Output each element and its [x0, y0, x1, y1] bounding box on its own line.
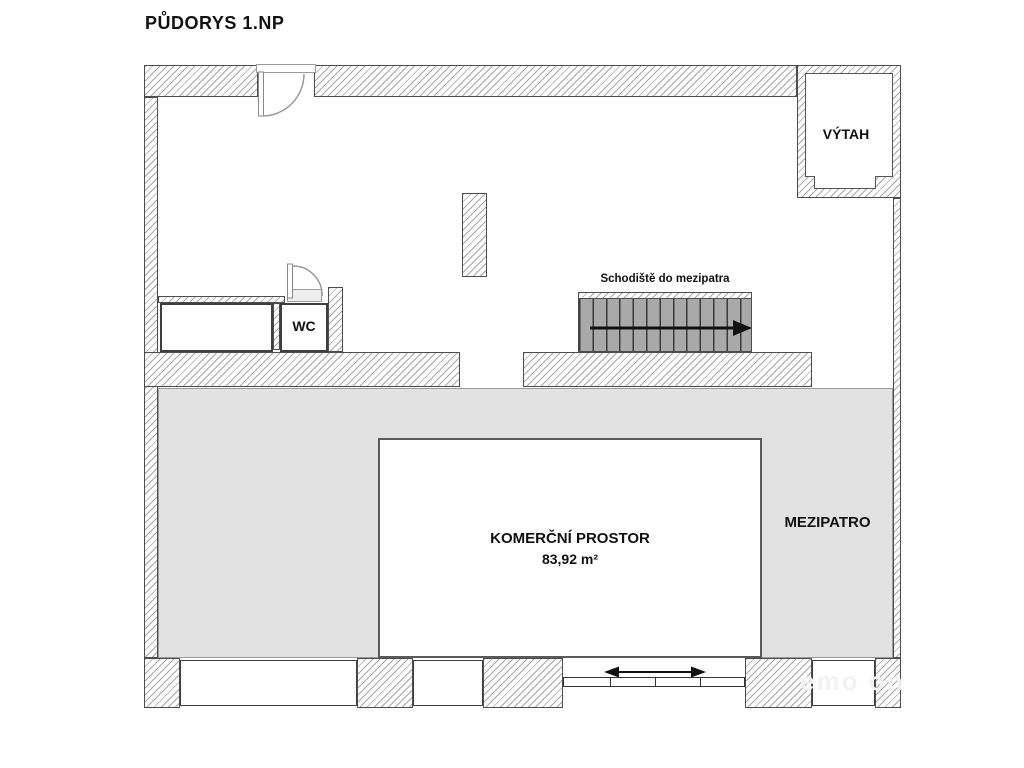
- commercial-area-value: 83,92 m²: [541, 551, 599, 568]
- sliding-door: [563, 677, 745, 687]
- wall-top-middle: [314, 65, 797, 97]
- sliding-door-panel-divider: [700, 678, 701, 686]
- sliding-arrow-head-left: [604, 667, 619, 678]
- entrance-door-frame: [256, 64, 316, 73]
- wall-wc-thin: [158, 296, 285, 303]
- storage-room: [160, 303, 273, 352]
- commercial-space: [378, 438, 762, 658]
- elevator-door-recess: [814, 176, 876, 189]
- pillar: [462, 193, 487, 277]
- wall-top-left: [144, 65, 258, 97]
- entrance-door-swing-arc: [263, 74, 304, 116]
- window-bottom-1: [180, 660, 357, 706]
- staircase: [578, 298, 752, 352]
- wc-label: WC: [292, 318, 316, 334]
- wall-bottom-corner-left: [144, 658, 180, 708]
- sliding-door-arrow-icon: [604, 667, 706, 678]
- staircase-label: Schodiště do mezipatra: [600, 273, 730, 285]
- page-title: PŮDORYS 1.NP: [145, 13, 285, 33]
- window-bottom-2: [413, 660, 483, 706]
- wall-bottom-pier-2: [483, 658, 563, 708]
- wall-band-left: [144, 352, 460, 387]
- entrance-door-leaf: [259, 72, 264, 116]
- elevator-label: VÝTAH: [822, 126, 870, 142]
- wc-door-threshold: [287, 289, 322, 302]
- wall-band-right: [523, 352, 812, 387]
- mezzanine-label: MEZIPATRO: [784, 514, 871, 531]
- wall-wc-stub: [328, 287, 343, 352]
- entrance-door: [259, 72, 305, 116]
- commercial-label: KOMERČNÍ PROSTOR: [490, 529, 650, 547]
- wall-right: [893, 198, 901, 658]
- elevator-interior: [805, 73, 893, 177]
- sliding-arrow-head-right: [691, 667, 706, 678]
- sliding-door-panel-divider: [610, 678, 611, 686]
- sliding-door-panel-divider: [655, 678, 656, 686]
- wall-room-divider: [273, 303, 280, 350]
- wall-bottom-pier-1: [357, 658, 413, 708]
- watermark: emo on: [800, 666, 905, 696]
